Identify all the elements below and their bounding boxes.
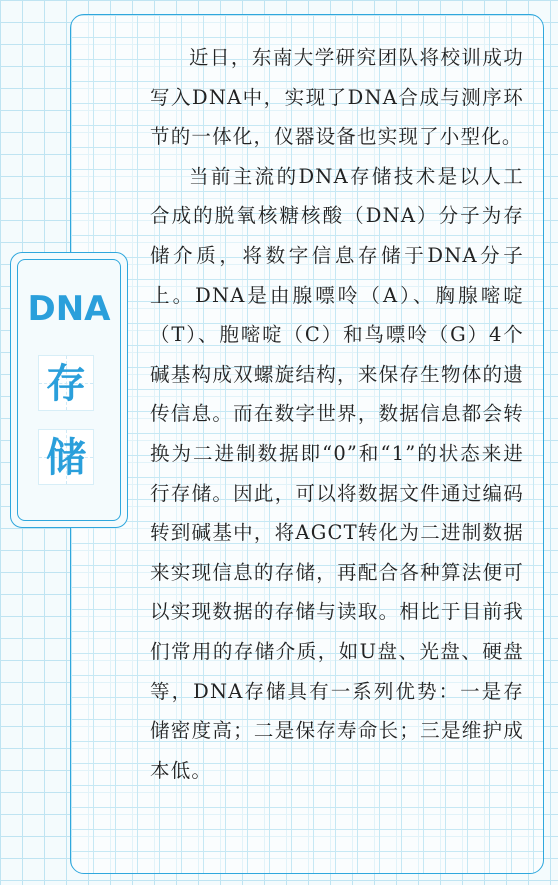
topic-tag-char-box-1 (38, 355, 94, 411)
topic-tag-char-1: 存 (46, 361, 86, 407)
topic-tag (10, 252, 128, 528)
topic-tag-char-box-2 (38, 429, 94, 485)
article-body (150, 38, 524, 790)
topic-tag-char-2: 储 (46, 435, 86, 481)
topic-tag-dna-label: DNA (27, 289, 111, 329)
article-paragraph-1: 近日，东南大学研究团队将校训成功写入DNA中，实现了DNA合成与测序环节的一体化，仪器设备也实现了小型化。 (150, 46, 524, 149)
article-paragraph-2: 当前主流的DNA存储技术是以人工合成的脱氧核糖核酸（DNA）分子为存储介质，将数字信息存储于DNA分子上。DNA是由腺嘌呤（A）、胸腺嘧啶（T）、胞嘧啶（C）和鸟嘌呤（G）4个碱基构成双螺旋结构，来保存生物体的遗传信息。而在数字世界，数据信息都会转换为二进制数据即“0”和“1”的状态来进行存储。因此，可以将数据文件通过编码转到碱基中，将AGCT转化为二进制数据来实现信息的存储，再配合各种算法便可以实现数据的存储与读取。相比于目前我们常用的存储介质，如U盘、光盘、硬盘等，DNA存储具有一系列优势：一是存储密度高；二是保存寿命长；三是维护成本低。 (150, 164, 524, 782)
